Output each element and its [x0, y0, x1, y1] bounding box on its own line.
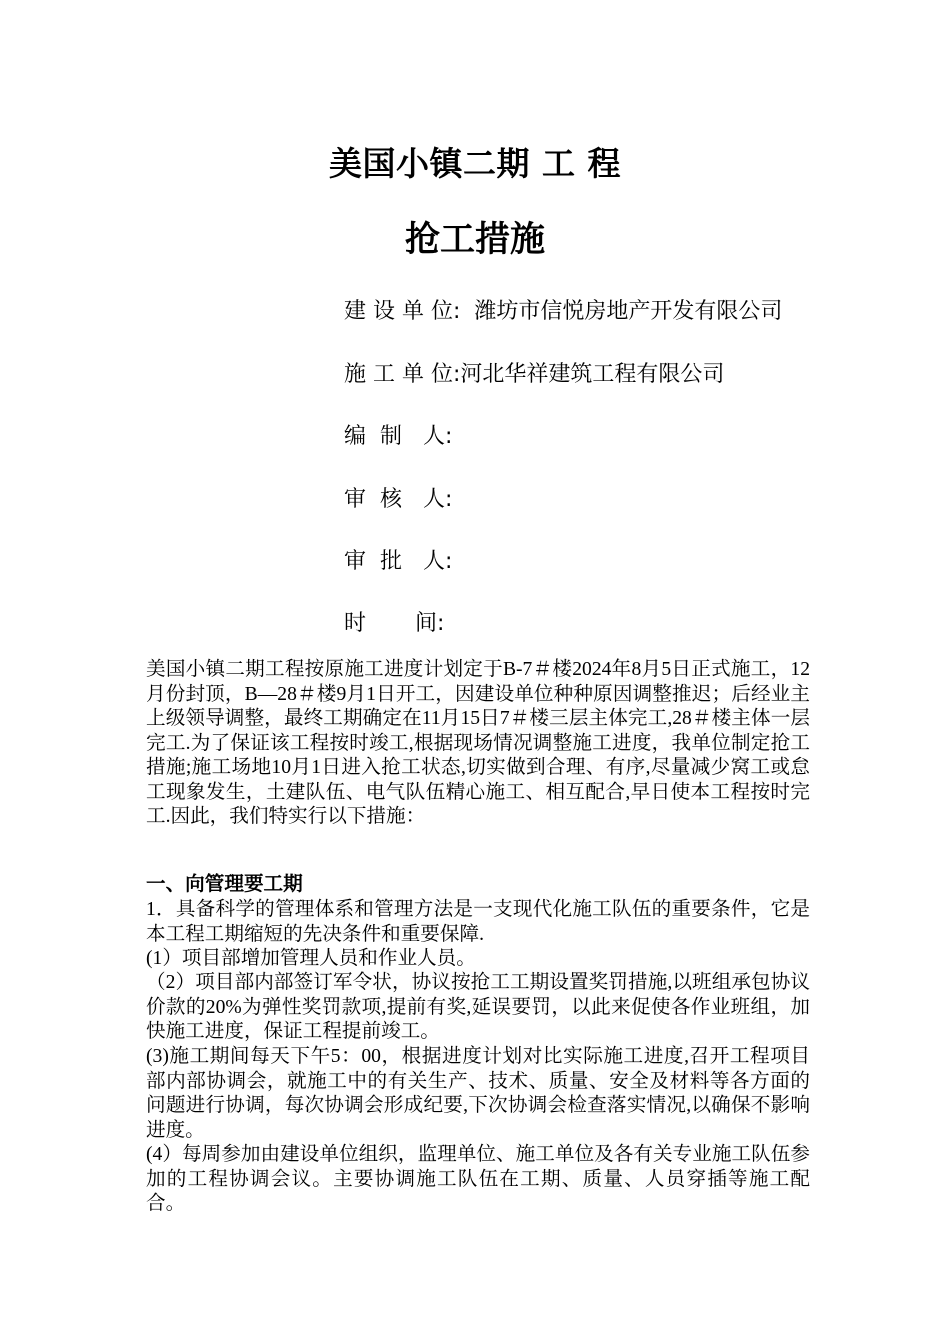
paragraph-1: 1．具备科学的管理体系和管理方法是一支现代化施工队伍的重要条件，它是本工程工期缩短的先决条件和重要保障.	[146, 899, 810, 945]
paragraph-2: (1）项目部增加管理人员和作业人员。	[146, 948, 476, 969]
builder-unit: 建 设 单 位: 潍坊市信悦房地产开发有限公司	[344, 299, 783, 324]
approver-field: 审 批 人:	[344, 549, 453, 574]
section-heading: 一、向管理要工期	[146, 874, 303, 895]
date-field: 时 间:	[344, 611, 445, 636]
paragraph-3: （2）项目部内部签订军令状，协议按抢工工期设置奖罚措施,以班组承包协议价款的20%为弹性奖罚款项,提前有奖,延误要罚，以此来促使各作业班组，加快施工进度，保证工程提前竣工。	[146, 972, 810, 1042]
compiler-field: 编 制 人:	[344, 424, 453, 449]
reviewer-field: 审 核 人:	[344, 487, 453, 512]
document-title: 美国小镇二期 工 程	[329, 144, 621, 183]
paragraph-4: (3)施工期间每天下午5：00，根据进度计划对比实际施工进度,召开工程项目部内部协调会，就施工中的有关生产、技术、质量、安全及材料等各方面的问题进行协调，每次协调会形成纪要,下次协调会检查落实情况,以确保不影响进度。	[146, 1046, 810, 1141]
contractor-unit: 施 工 单 位:河北华祥建筑工程有限公司	[344, 362, 725, 387]
document-subtitle: 抢工措施	[404, 220, 545, 260]
paragraph-5: (4）每周参加由建设单位组织，监理单位、施工单位及各有关专业施工队伍参加的工程协调会议。主要协调施工队伍在工期、质量、人员穿插等施工配合。	[146, 1144, 810, 1214]
intro-paragraph: 美国小镇二期工程按原施工进度计划定于B-7＃楼2024年8月5日正式施工，12月份封顶，B—28＃楼9月1日开工，因建设单位种种原因调整推迟；后经业主上级领导调整，最终工期确定在11月15日7＃楼三层主体完工,28＃楼主体一层完工.为了保证该工程按时竣工,根据现场情况调整施工进度，我单位制定抢工措施;施工场地10月1日进入抢工状态,切实做到合理、有序,尽量减少窝工或怠工现象发生，土建队伍、电气队伍精心施工、相互配合,早日使本工程按时完工.因此，我们特实行以下措施：	[146, 659, 810, 827]
